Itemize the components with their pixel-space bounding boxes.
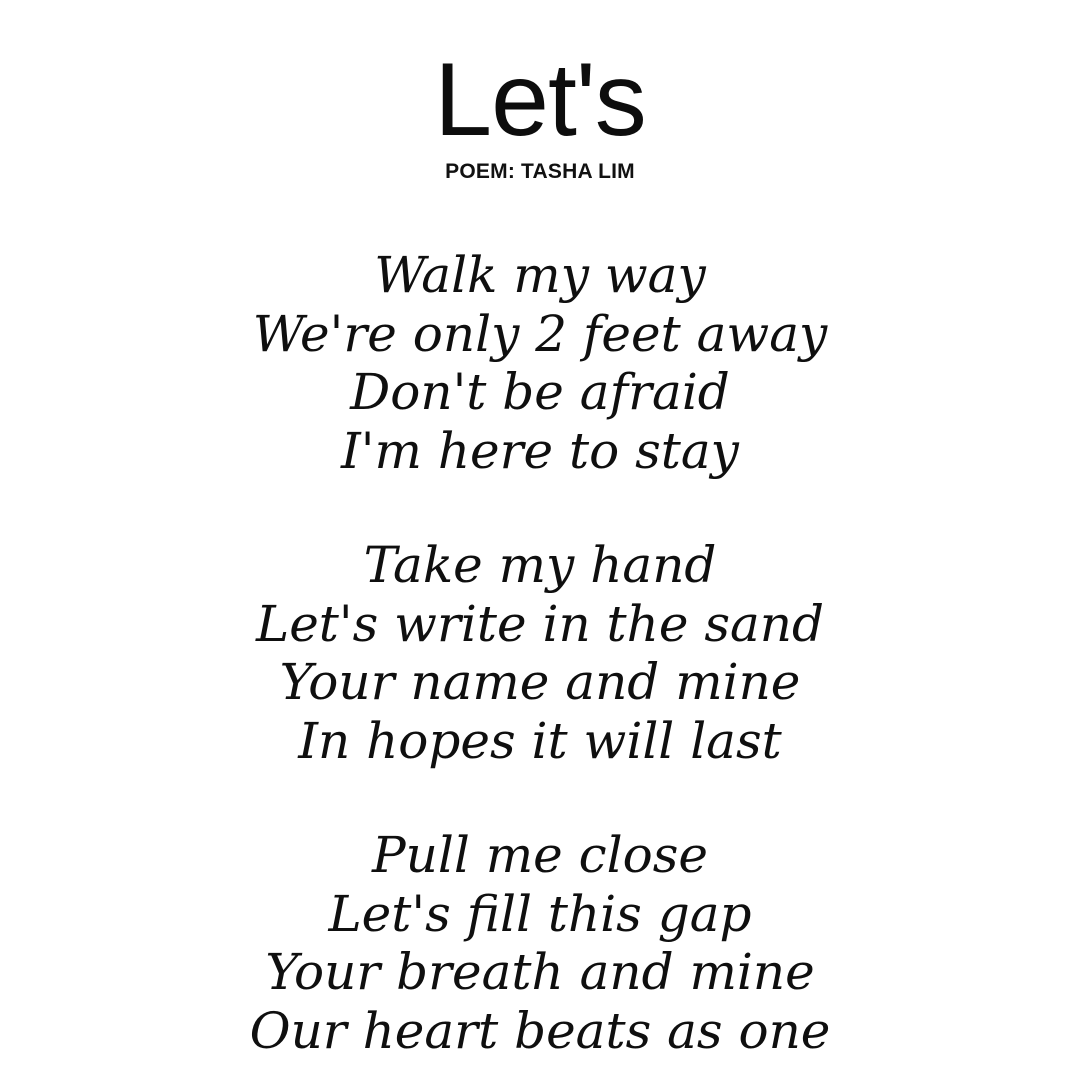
poem-stanza <box>60 826 1020 1060</box>
poem-byline: POEM: TASHA LIM <box>445 160 635 184</box>
poem-stanza <box>60 536 1020 770</box>
poem-line: I'm here to stay <box>341 421 739 480</box>
poem-line: Pull me close <box>372 826 708 885</box>
poem-line: Your name and mine <box>279 653 801 712</box>
poem-line: Your breath and mine <box>265 943 815 1002</box>
poem-line: Walk my way <box>374 246 706 305</box>
poem-line: Take my hand <box>363 536 717 595</box>
page-title: Let's <box>434 42 646 158</box>
poem-line: Let's fill this gap <box>328 884 752 943</box>
poem-line: We're only 2 feet away <box>252 304 828 363</box>
poem-stanza <box>60 246 1020 480</box>
poem-line: In hopes it will last <box>298 711 782 770</box>
poem-body <box>60 246 1020 1060</box>
poem-line: Let's write in the sand <box>256 594 824 653</box>
poem-line: Don't be afraid <box>350 363 730 422</box>
poem-line: Our heart beats as one <box>249 1001 831 1060</box>
